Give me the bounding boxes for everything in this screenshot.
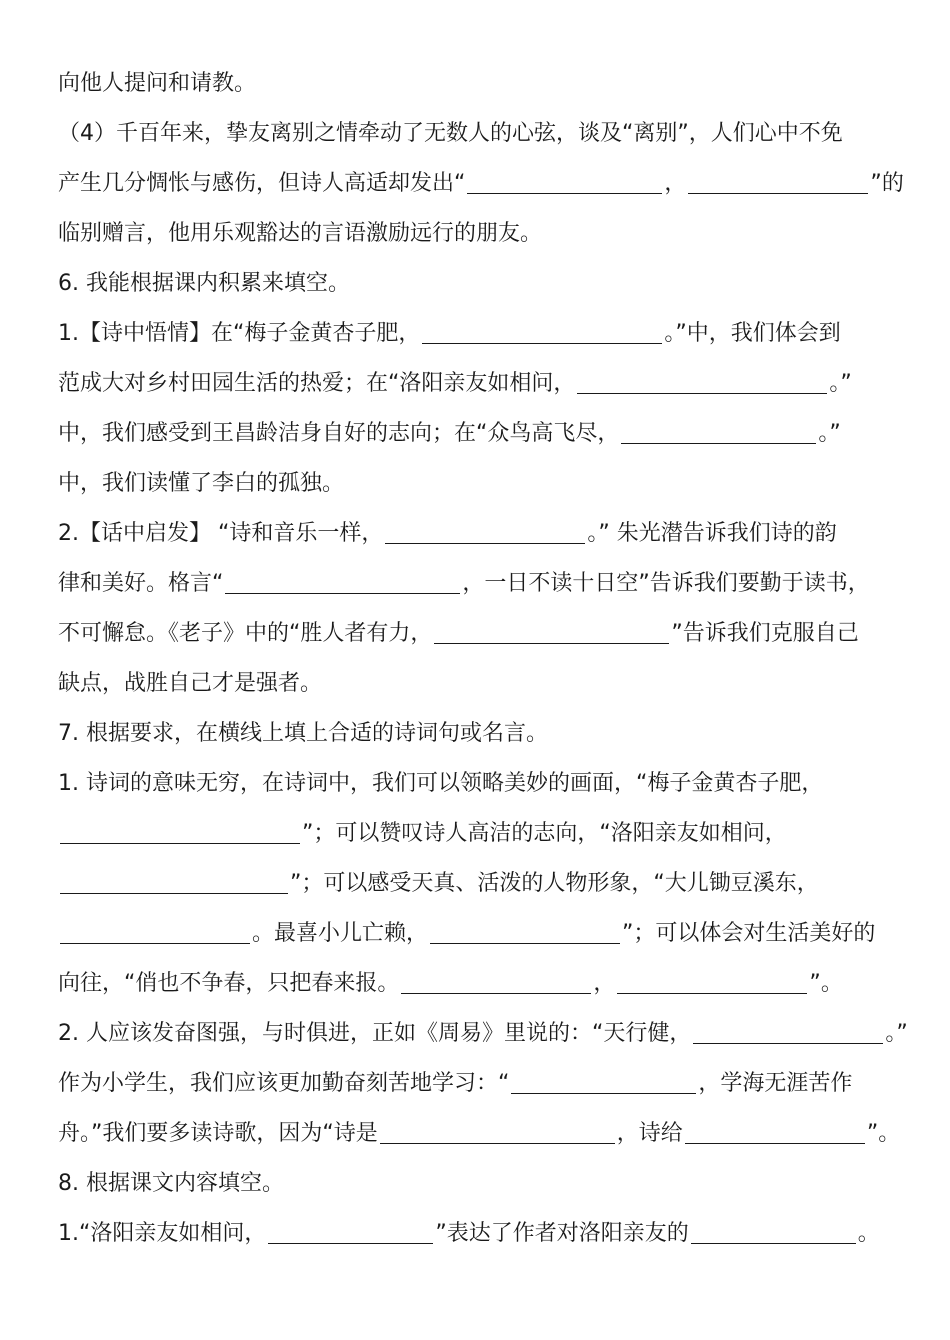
text-segment: ”表达了作者对洛阳亲友的 [435,1221,689,1246]
text-segment: ”的 [870,171,904,196]
fill-in-blank[interactable] [225,571,460,594]
text-segment: （4）千百年来，挚友离别之情牵动了无数人的心弦，谈及“离别”，人们心中不免 [58,121,843,146]
text-segment: 6. 我能根据课内积累来填空。 [58,271,350,296]
text-segment: ”。 [809,971,843,996]
fill-in-blank[interactable] [621,421,816,444]
fill-in-blank[interactable] [60,821,300,844]
text-segment: 律和美好。格言“ [58,571,224,596]
text-segment: 作为小学生，我们应该更加勤奋刻苦地学习：“ [58,1071,510,1096]
text-line [58,868,920,900]
text-segment: 8. 根据课文内容填空。 [58,1171,284,1196]
text-segment: ， [664,171,687,196]
text-segment: 。最喜小儿亡赖， [252,921,429,946]
text-line [58,68,920,100]
text-segment: 范成大对乡村田园生活的热爱；在“洛阳亲友如相问， [58,371,576,396]
text-segment: ”；可以赞叹诗人高洁的志向，“洛阳亲友如相问， [302,821,787,846]
fill-in-blank[interactable] [511,1071,696,1094]
text-segment: 2.【话中启发】 “诗和音乐一样， [58,521,384,546]
text-line [58,468,920,500]
text-segment: 中，我们感受到王昌龄洁身自好的志向；在“众鸟高飞尽， [58,421,620,446]
text-segment: 。” [829,371,852,396]
text-segment: 舟。”我们要多读诗歌，因为“诗是 [58,1121,378,1146]
fill-in-blank[interactable] [577,371,827,394]
text-line [58,1118,920,1150]
text-segment: 。 [857,1221,880,1246]
fill-in-blank[interactable] [434,621,669,644]
fill-in-blank[interactable] [691,1221,856,1244]
text-segment: ”。 [866,1121,901,1146]
text-segment: ， [593,971,616,996]
fill-in-blank[interactable] [430,921,620,944]
text-segment: 临别赠言，他用乐观豁达的言语激励远行的朋友。 [58,221,543,246]
fill-in-blank[interactable] [401,971,591,994]
text-segment: 缺点，战胜自己才是强者。 [58,671,323,696]
text-segment: 。”中，我们体会到 [664,321,841,346]
fill-in-blank[interactable] [60,871,288,894]
text-line [58,968,920,1000]
text-line [58,1218,920,1250]
text-line [58,168,920,200]
text-line [58,368,920,400]
fill-in-blank[interactable] [422,321,662,344]
text-segment: 7. 根据要求，在横线上填上合适的诗词句或名言。 [58,721,548,746]
text-line [58,1168,920,1200]
text-segment: 2. 人应该发奋图强，与时俱进，正如《周易》里说的：“天行健， [58,1021,692,1046]
text-line [58,1018,920,1050]
text-segment: ，学海无涯苦作 [698,1071,853,1096]
text-segment: ，诗给 [616,1121,683,1146]
fill-in-blank[interactable] [467,171,662,194]
text-line [58,118,920,150]
text-segment: 。” [885,1021,908,1046]
text-line [58,268,920,300]
text-line [58,318,920,350]
text-segment: 。” 朱光潜告诉我们诗的韵 [587,521,837,546]
fill-in-blank[interactable] [693,1021,883,1044]
text-segment: 1.“洛阳亲友如相问， [58,1221,267,1246]
text-line [58,768,920,800]
text-line [58,668,920,700]
text-segment: ，一日不读十日空”告诉我们要勤于读书， [462,571,870,596]
fill-in-blank[interactable] [380,1121,615,1144]
text-segment: ”；可以体会对生活美好的 [622,921,876,946]
text-line [58,918,920,950]
text-segment: 1. 诗词的意味无穷，在诗词中，我们可以领略美妙的画面，“梅子金黄杏子肥， [58,771,824,796]
text-line [58,718,920,750]
text-segment: 向往，“俏也不争春，只把春来报。 [58,971,400,996]
fill-in-blank[interactable] [617,971,807,994]
text-segment: ”；可以感受天真、活泼的人物形象，“大儿锄豆溪东， [290,871,819,896]
text-segment: 不可懈怠。《老子》中的“胜人者有力， [58,621,433,646]
text-line [58,568,920,600]
text-line [58,218,920,250]
text-segment: 向他人提问和请教。 [58,71,257,96]
text-segment: 中，我们读懂了李白的孤独。 [58,471,345,496]
text-segment: ”告诉我们克服自己 [671,621,859,646]
fill-in-blank[interactable] [268,1221,433,1244]
text-segment: 产生几分惆怅与感伤，但诗人高适却发出“ [58,171,466,196]
fill-in-blank[interactable] [685,1121,865,1144]
text-line [58,518,920,550]
text-line [58,418,920,450]
fill-in-blank[interactable] [385,521,585,544]
fill-in-blank[interactable] [60,921,250,944]
text-segment: 1.【诗中悟情】在“梅子金黄杏子肥， [58,321,421,346]
text-line [58,818,920,850]
text-segment: 。” [818,421,841,446]
text-line [58,618,920,650]
text-line [58,1068,920,1100]
fill-in-blank[interactable] [688,171,868,194]
